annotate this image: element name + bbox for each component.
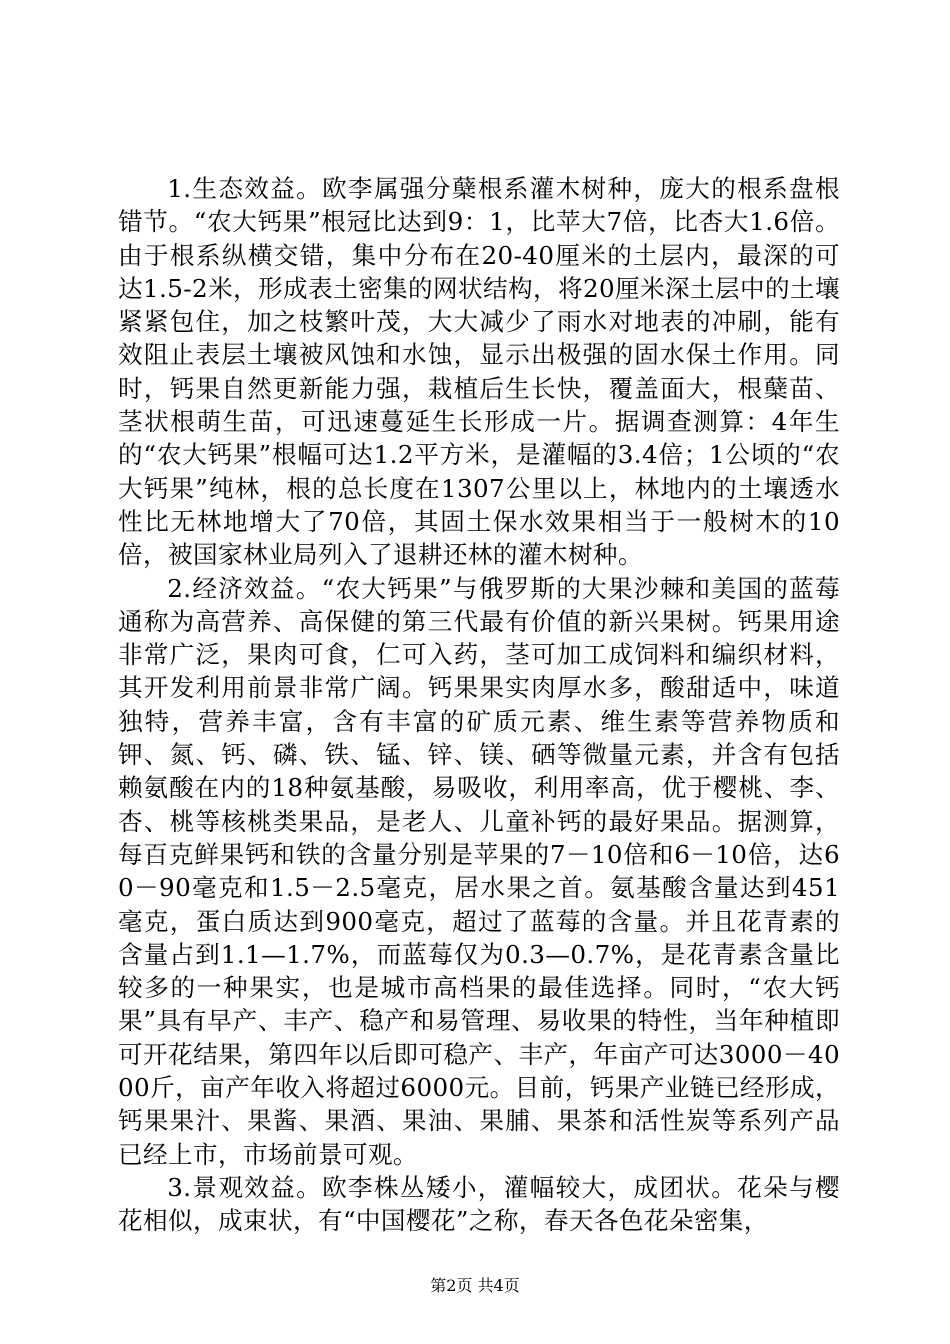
- paragraph-landscape-benefit: 3.景观效益。欧李株丛矮小，灌幅较大，成团状。花朵与樱花相似，成束状，有“中国樱花”之称，春天各色花朵密集，: [118, 1172, 840, 1236]
- page-number-footer: 第2页 共4页: [430, 1276, 520, 1295]
- paragraph-economic-benefit: 2.经济效益。“农大钙果”与俄罗斯的大果沙棘和美国的蓝莓通称为高营养、高保健的第三代最有价值的新兴果树。钙果用途非常广泛，果肉可食，仁可入药，茎可加工成饲料和编织材料，其开发利用前景非常广阔。钙果果实肉厚水多，酸甜适中，味道独特，营养丰富，含有丰富的矿质元素、维生素等营养物质和钾、氮、钙、磷、铁、锰、锌、镁、硒等微量元素，并含有包括赖氨酸在内的18种氨基酸，易吸收，利用率高，优于樱桃、李、杏、桃等核桃类果品，是老人、儿童补钙的最好果品。据测算，每百克鲜果钙和铁的含量分别是苹果的7－10倍和6－10倍，达60－90毫克和1.5－2.5毫克，居水果之首。氨基酸含量达到451毫克，蛋白质达到900毫克，超过了蓝莓的含量。并且花青素的含量占到1.1—1.7%，而蓝莓仅为0.3—0.7%，是花青素含量比较多的一种果实，也是城市高档果的最佳选择。同时，“农大钙果”具有早产、丰产、稳产和易管理、易收果的特性，当年种植即可开花结果，第四年以后即可稳产、丰产，年亩产可达3000－4000斤，亩产年收入将超过6000元。目前，钙果产业链已经形成，钙果果汁、果酱、果酒、果油、果脯、果茶和活性炭等系列产品已经上市，市场前景可观。: [118, 573, 840, 1169]
- body-text: [118, 172, 840, 1238]
- paragraph-ecological-benefit: 1.生态效益。欧李属强分蘖根系灌木树种，庞大的根系盘根错节。“农大钙果”根冠比达到9：1，比苹大7倍，比杏大1.6倍。由于根系纵横交错，集中分布在20-40厘米的土层内，最深的可达1.5-2米，形成表土密集的网状结构，将20厘米深土层中的土壤紧紧包住，加之枝繁叶茂，大大减少了雨水对地表的冲刷，能有效阻止表层土壤被风蚀和水蚀，显示出极强的固水保土作用。同时，钙果自然更新能力强，栽植后生长快，覆盖面大，根蘖苗、茎状根萌生苗，可迅速蔓延生长形成一片。据调查测算：4年生的“农大钙果”根幅可达1.2平方米，是灌幅的3.4倍；1公顷的“农大钙果”纯林，根的总长度在1307公里以上，林地内的土壤透水性比无林地增大了70倍，其固土保水效果相当于一般树木的10倍，被国家林业局列入了退耕还林的灌木树种。: [118, 174, 841, 570]
